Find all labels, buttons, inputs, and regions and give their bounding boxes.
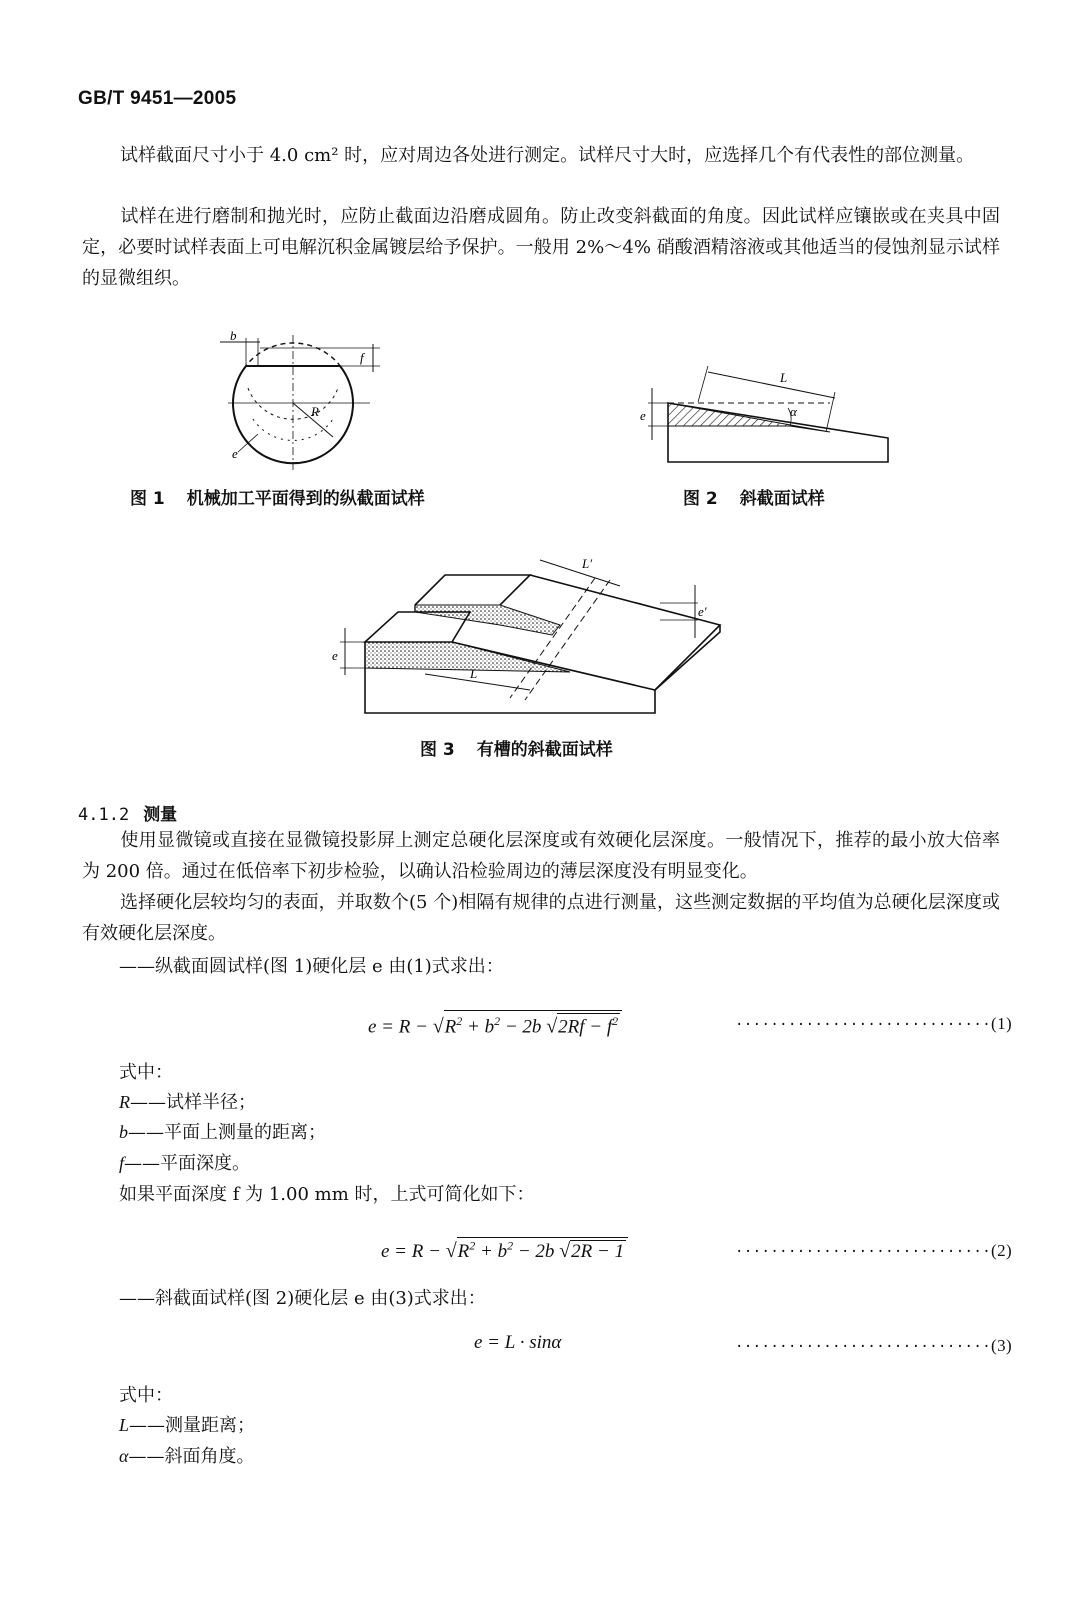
section-paragraph-2: 选择硬化层较均匀的表面，并取数个(5 个)相隔有规律的点进行测量，这些测定数据的平均值为总硬化层深度或有效硬化层深度。 [82,892,1000,944]
figure-3-diagram [320,550,740,720]
formula-2-leader: ·····························(2) [735,1241,1013,1260]
longitudinal-intro: ——纵截面圆试样(图 1)硬化层 e 由(1)式求出： [119,956,504,977]
formula-3-leader: ·····························(3) [735,1336,1013,1355]
fig2-label-alpha: α [790,404,797,419]
where-f: f——平面深度。 [119,1153,251,1174]
fig1-label-e: e [232,446,238,461]
fig2-label-e: e [640,408,646,423]
where-l: L——测量距离； [119,1415,256,1436]
paragraph-2: 试样在进行磨制和抛光时，应防止截面边沿磨成圆角。防止改变斜截面的角度。因此试样应镶嵌或在夹具中固定，必要时试样表面上可电解沉积金属镀层给予保护。一般用 2%～4% 硝酸酒精溶液或其他适当的侵蚀剂显示试样的显微组织。 [82,206,1000,289]
formula-2: $e = R - √R^2 + b^2 - 2b$ √2R − 1 [381,1235,628,1263]
fig1-label-r: R [311,404,319,419]
fig1-label-f: f [360,350,364,365]
fig3-label-e-prime: e′ [698,604,707,619]
section-paragraph-1: 使用显微镜或直接在显微镜投影屏上测定总硬化层深度或有效硬化层深度。一般情况下，推荐的最小放大倍率为 200 倍。通过在低倍率下初步检验，以确认沿检验周边的薄层深度没有明显变化。 [82,830,1000,882]
standard-code: GB/T 9451—2005 [78,88,237,109]
formula-1: $e = R - √R^2 + b^2 - 2b$ $√2Rf - f^2$ [368,1008,622,1038]
fig1-label-b: b [230,330,237,343]
where-label-1: 式中： [119,1062,173,1083]
where-r: R——试样半径； [119,1092,256,1113]
simplify-text: 如果平面深度 f 为 1.00 mm 时，上式可简化如下： [119,1184,535,1205]
figure-2-caption: 图 2 斜截面试样 [683,489,825,509]
fig2-label-l: L [780,370,788,385]
figure-3-caption: 图 3 有槽的斜截面试样 [420,740,613,760]
paragraph-1: 试样截面尺寸小于 4.0 cm² 时，应对周边各处进行测定。试样尺寸大时，应选择几个有代表性的部位测量。 [120,145,975,166]
where-alpha: α——斜面角度。 [119,1446,255,1467]
where-label-2: 式中： [119,1385,173,1406]
formula-3: e = L · sinα [474,1332,562,1353]
figure-1-diagram [210,330,390,470]
formula-1-leader: ·····························(1) [735,1014,1013,1033]
fig3-label-l-prime: L′ [582,556,593,571]
section-heading: 4.1.2 测量 [78,805,178,825]
oblique-intro: ——斜截面试样(图 2)硬化层 e 由(3)式求出： [119,1288,486,1309]
figure-2-diagram [630,360,895,470]
fig3-label-l: L [470,666,478,681]
figure-1-caption: 图 1 机械加工平面得到的纵截面试样 [130,489,425,509]
fig3-label-e: e [332,648,338,663]
where-b: b——平面上测量的距离； [119,1122,326,1143]
